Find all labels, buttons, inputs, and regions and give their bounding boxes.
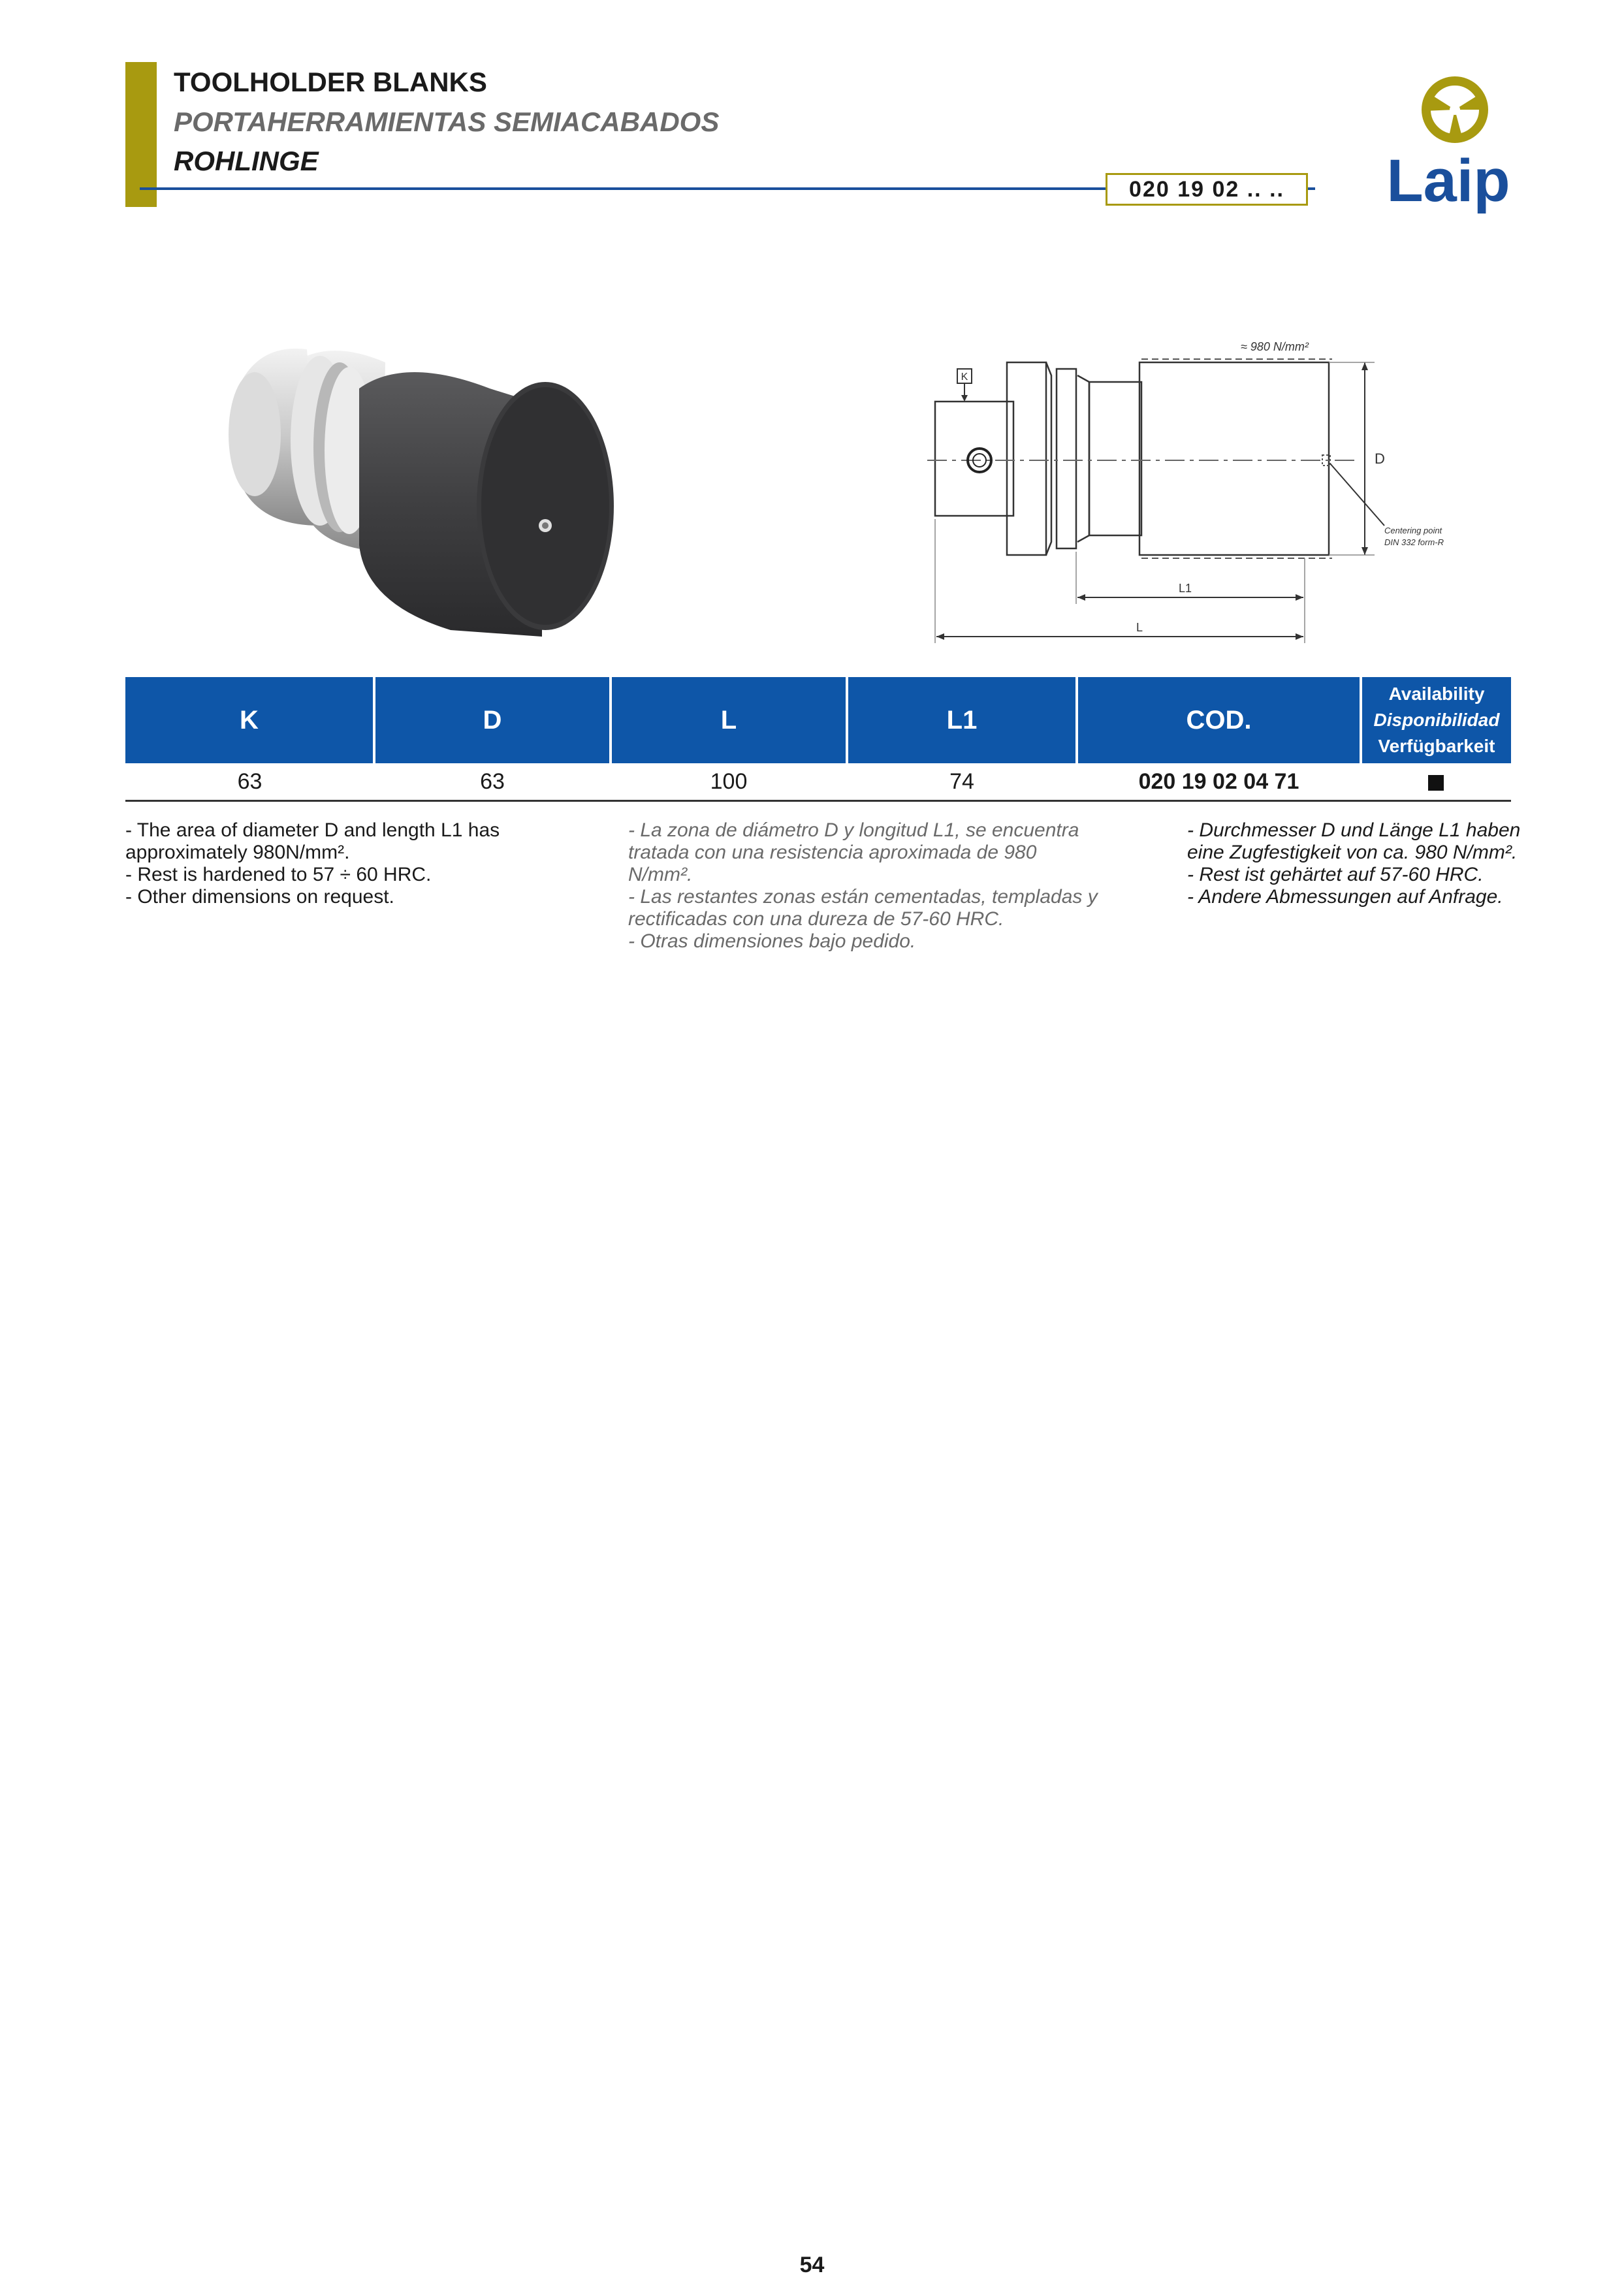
d-dimension-label: D (1375, 451, 1385, 467)
note-es-1: - La zona de diámetro D y longitud L1, se encuentra tratada con una resistencia aproximada de 980 N/mm². (628, 819, 1079, 885)
col-header-d: D (374, 677, 611, 763)
centering-note-line2: DIN 332 form-R (1384, 537, 1444, 547)
strength-label: ≈ 980 N/mm² (1241, 340, 1309, 353)
cell-d: 63 (374, 763, 611, 801)
table-header-row (125, 677, 1511, 763)
note-en-1: - The area of diameter D and length L1 has approximately 980N/mm². (125, 819, 500, 863)
cell-k: 63 (125, 763, 374, 801)
cell-cod: 020 19 02 04 71 (1077, 763, 1361, 801)
spec-table (125, 677, 1511, 802)
l-dimension-label: L (1136, 621, 1143, 634)
note-en-2: - Rest is hardened to 57 ÷ 60 HRC. (125, 864, 432, 885)
technical-drawing (914, 330, 1456, 650)
l1-dimension-label: L1 (1178, 582, 1192, 595)
availability-es: Disponibilidad (1373, 710, 1500, 730)
page-title-en: TOOLHOLDER BLANKS (174, 67, 487, 97)
availability-de: Verfügbarkeit (1378, 736, 1495, 756)
laip-logo (1383, 71, 1514, 214)
page-title-de: ROHLINGE (174, 146, 319, 176)
note-en-3: - Other dimensions on request. (125, 886, 394, 908)
note-es-2: - Las restantes zonas están cementadas, templadas y rectificadas con una dureza de 57-60 HRC. (628, 886, 1098, 930)
col-header-cod: COD. (1077, 677, 1361, 763)
product-code-badge: 020 19 02 .. .. (1106, 173, 1308, 206)
k-marker-label: K (961, 372, 968, 383)
note-de-3: - Andere Abmessungen auf Anfrage. (1187, 886, 1503, 908)
cell-l: 100 (611, 763, 847, 801)
centering-note-line1: Centering point (1384, 526, 1442, 535)
laip-logo-text: Laip (1386, 148, 1510, 214)
notes-en (125, 819, 582, 908)
cell-l1: 74 (847, 763, 1077, 801)
note-es-3: - Otras dimensiones bajo pedido. (628, 930, 916, 952)
col-header-l: L (611, 677, 847, 763)
col-header-availability (1361, 677, 1511, 763)
product-photo (209, 330, 627, 637)
cell-availability (1361, 763, 1511, 801)
col-header-l1: L1 (847, 677, 1077, 763)
table-row (125, 763, 1511, 801)
note-de-1: - Durchmesser D und Länge L1 haben eine Zugfestigkeit von ca. 980 N/mm². (1187, 819, 1521, 863)
availability-en: Availability (1388, 684, 1485, 704)
notes-de (1187, 819, 1527, 908)
note-de-2: - Rest ist gehärtet auf 57-60 HRC. (1187, 864, 1484, 885)
page-title-es: PORTAHERRAMIENTAS SEMIACABADOS (174, 106, 720, 137)
page-number: 54 (799, 2253, 825, 2277)
header-accent-bar (125, 62, 157, 207)
available-square-icon (1428, 775, 1444, 791)
laip-emblem-icon (1424, 81, 1488, 139)
notes-es (628, 819, 1105, 953)
col-header-k: K (125, 677, 374, 763)
